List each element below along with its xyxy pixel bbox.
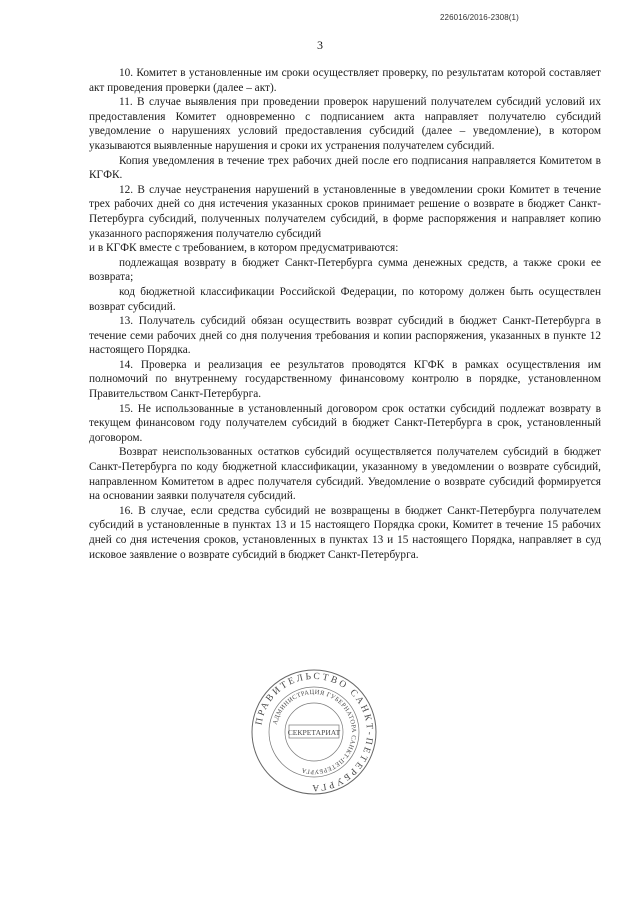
paragraph-13: 13. Получатель субсидий обязан осуществить возврат субсидий в бюджет Санкт-Петербурга в течение семи рабочих дней со дня получения требования и копии распоряжения, указанных в пункте 12 настоящего Порядка. [89, 315, 601, 357]
paragraph-11-copy: Копия уведомления в течение трех рабочих дней после его подписания направляется Комитетом в КГФК. [89, 154, 601, 182]
paragraph-12-continuation: и в КГФК вместе с требованием, в котором предусматриваются: [89, 242, 399, 255]
paragraph-10: 10. Комитет в установленные им сроки осуществляет проверку, по результатам которой составляет акт проведения проверки (далее – акт). [89, 67, 601, 94]
seal-outer-text: ПРАВИТЕЛЬСТВО САНКТ-ПЕТЕРБУРГА [254, 671, 375, 793]
paragraph-12-item-amount: подлежащая возврату в бюджет Санкт-Петербурга сумма денежных средств, а также сроки ее возврата; [89, 256, 601, 284]
seal-inner-text: АДМИНИСТРАЦИЯ ГУБЕРНАТОРА САНКТ-ПЕТЕРБУРГА [271, 688, 358, 776]
page-number: 3 [317, 38, 323, 52]
seal-center-text: СЕКРЕТАРИАТ [287, 728, 341, 737]
paragraph-15: 15. Не использованные в установленный договором срок остатки субсидий подлежат возврату в текущем финансовом году получателем субсидий в бюджет Санкт-Петербурга в срок, установленный договором. [89, 402, 601, 444]
paragraph-16: 16. В случае, если средства субсидий не возвращены в бюджет Санкт-Петербурга получателем субсидий в установленные в пунктах 13 и 15 настоящего Порядка сроки, Комитет в течение 15 рабочих дней со дня истечения сроков, установленных в пунктах 13 и 15 настоящего Порядка, направляет в суд исковое заявление о возврате субсидий в бюджет Санкт-Петербурга. [89, 504, 601, 561]
official-seal [249, 667, 379, 797]
paragraph-12: 12. В случае неустранения нарушений в установленные в уведомлении сроки Комитет в течение трех рабочих дней со дня истечения указанных сроков принимает решение о возврате в бюджет Санкт-Петербурга субсидий, полученных получателем субсидий, в форме распоряжения и направляет копию указанного распоряжения получателю субсидий [89, 183, 601, 240]
paragraph-15-return: Возврат неиспользованных остатков субсидий осуществляется получателем субсидий в бюджет Санкт-Петербурга по коду бюджетной классификации, указанному в уведомлении о возврате субсидий, направленном Комитетом в адрес получателя субсидий. Уведомление о возврате субсидий формируется на основании заявки получателя субсидий. [89, 446, 601, 503]
document-id: 226016/2016-2308(1) [440, 13, 519, 22]
paragraph-12-item-code: код бюджетной классификации Российской Федерации, по которому должен быть осуществлен возврат субсидий. [89, 285, 601, 313]
paragraph-11: 11. В случае выявления при проведении проверок нарушений получателем субсидий условий их предоставления Комитет одновременно с подписанием акта направляет получателю субсидий уведомление о нарушениях условий предоставления субсидий (далее – уведомление), в котором указываются выявленные нарушения и сроки их устранения получателем субсидий. [89, 96, 601, 152]
seal-graphic [249, 667, 379, 797]
paragraph-14: 14. Проверка и реализация ее результатов проводятся КГФК в рамках осуществления им полномочий по внутреннему государственному финансовому контролю в порядке, установленном Правительством Санкт-Петербурга. [89, 358, 601, 401]
document-body [89, 66, 601, 562]
